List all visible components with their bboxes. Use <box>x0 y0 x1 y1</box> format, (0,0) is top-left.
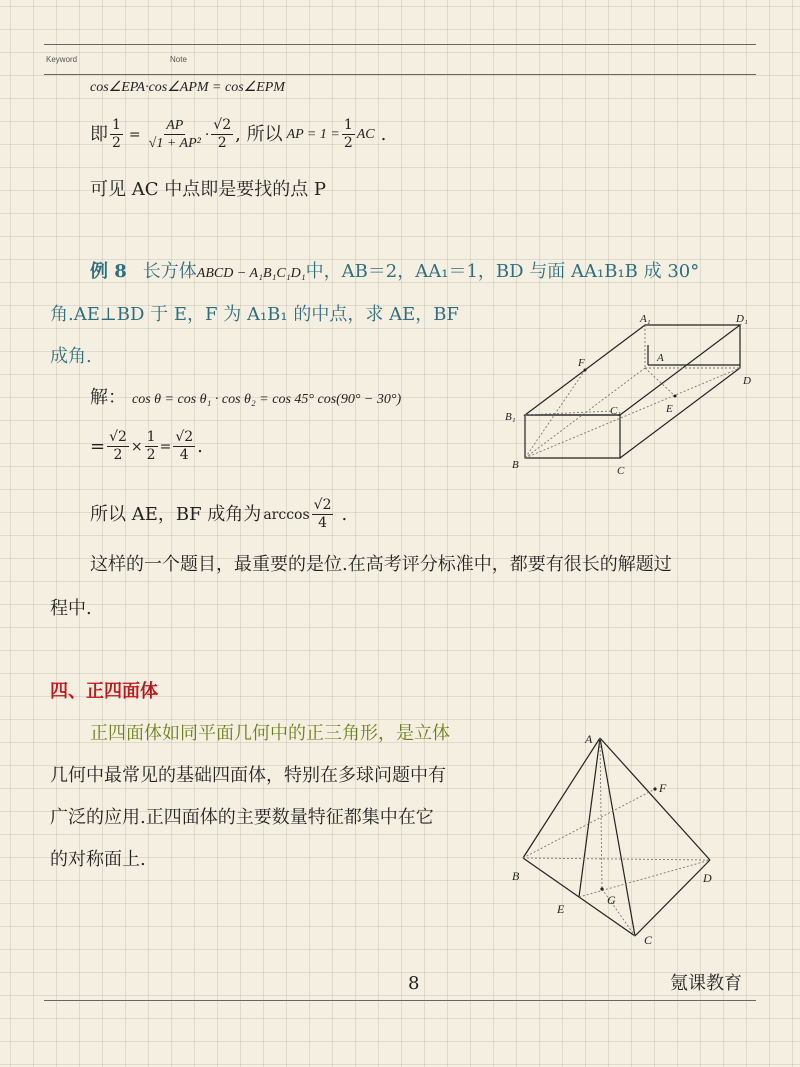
equation-line-1: cos∠EPA·cos∠APM = cos∠EPM <box>90 80 285 95</box>
result-line: 所以 AE，BF 成角为 arccos $\frac{√2}{4}$ . <box>90 497 348 532</box>
tetrahedron-figure <box>505 728 730 953</box>
label-D: D <box>703 871 712 885</box>
label-A1: A₁ <box>640 313 651 325</box>
label-C1: C₁ <box>610 405 622 417</box>
footer-rule <box>44 1000 756 1001</box>
fraction-half: $\frac{1}{2}$ <box>112 117 121 152</box>
label-C: C <box>617 465 625 477</box>
section-para-line-4: 的对称面上. <box>50 849 146 870</box>
label-B: B <box>512 459 519 471</box>
section-para-line-1: 正四面体如同平面几何中的正三角形，是立体 <box>90 723 450 744</box>
label-E: E <box>666 403 673 415</box>
solution-line-1: 解： cos θ = cos θ₁ · cos θ₂ = cos 45° cos(90° − 30°) <box>90 387 402 408</box>
cuboid-figure <box>500 308 770 483</box>
fraction-ap: $\frac{AP}{\text{√1 + AP²}}$ <box>148 118 201 152</box>
equation-line-2: 即 $\frac{1}{2}$ = $\frac{AP}{\text{√1 + AP²}}$ · $\frac{√2}{2}$ , 所以 AP = 1 = $\frac{1}{2}$ AC . <box>90 117 387 152</box>
section-para-line-3: 广泛的应用.正四面体的主要数量特征都集中在它 <box>50 807 434 828</box>
label-E: E <box>557 902 565 916</box>
solution-line-2: = $\frac{√2}{2}$ × $\frac{1}{2}$ = $\frac{√2}{4}$ . <box>90 429 203 464</box>
label-B: B <box>512 869 520 883</box>
header-note: Note <box>170 55 187 64</box>
label-D: D <box>743 375 751 387</box>
example8-line2: 角.AE⊥BD 于 E，F 为 A₁B₁ 的中点，求 AE，BF <box>50 304 459 325</box>
remark-line-2: 程中. <box>50 598 92 619</box>
fraction-half-2: $\frac{1}{2}$ <box>343 117 353 152</box>
header-rule-bottom <box>44 74 756 75</box>
section-heading: 四、正四面体 <box>50 681 158 702</box>
label-F: F <box>659 781 667 795</box>
fraction-sqrt2: $\frac{√2}{2}$ <box>213 117 232 152</box>
cuboid-right-edges <box>620 325 740 458</box>
label-C: C <box>644 933 653 947</box>
header-rule-top <box>44 44 756 45</box>
header-keyword: Keyword <box>46 55 78 64</box>
label-A: A <box>585 732 593 746</box>
label-D1: D₁ <box>736 313 748 325</box>
example8-line3: 成角. <box>50 346 92 367</box>
cuboid-top-face <box>525 325 740 415</box>
label-F: F <box>578 357 585 369</box>
label-B1: B₁ <box>505 411 516 423</box>
page-number: 8 <box>408 973 420 994</box>
label-G: G <box>607 893 616 907</box>
example8-line1: 例 8 长方体ABCD − A₁B₁C₁D₁中，AB＝2，AA₁＝1，BD 与面 AA₁B₁B 成 30° <box>90 261 700 282</box>
section-para-line-2: 几何中最常见的基础四面体，特别在多球问题中有 <box>50 765 446 786</box>
conclusion-text: 可见 AC 中点即是要找的点 P <box>90 179 327 200</box>
remark-line-1: 这样的一个题目，最重要的是位.在高考评分标准中，都要有很长的解题过 <box>90 554 672 575</box>
footer-brand: 氪课教育 <box>670 973 742 994</box>
label-A: A <box>657 352 664 364</box>
